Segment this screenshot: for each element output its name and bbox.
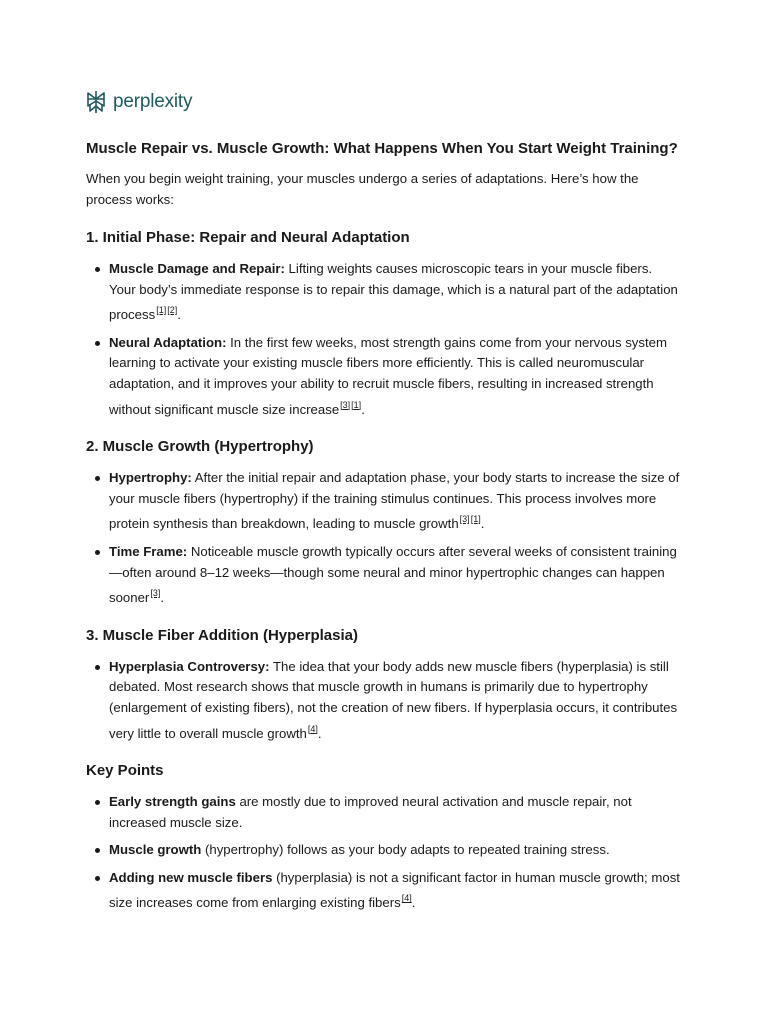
item-text: Noticeable muscle growth typically occurs after several weeks of consistent training—often around 8–12 weeks—though some neural and minor hypertrophic changes can happen sooner bbox=[109, 543, 677, 606]
bullet-list bbox=[86, 468, 682, 609]
list-item bbox=[86, 542, 682, 609]
item-bold-lead: Hypertrophy: bbox=[109, 470, 192, 486]
citation-link[interactable]: [1] bbox=[351, 399, 362, 410]
list-item bbox=[86, 468, 682, 535]
citation-link[interactable]: [3] bbox=[150, 588, 161, 599]
item-end: . bbox=[177, 307, 181, 323]
item-bold-lead: Muscle Damage and Repair: bbox=[109, 261, 285, 276]
perplexity-logo-text: perplexity bbox=[113, 91, 193, 112]
list-item bbox=[86, 868, 682, 914]
item-bold-lead: Muscle growth bbox=[109, 842, 202, 858]
item-end: . bbox=[160, 590, 165, 606]
item-end: . bbox=[480, 516, 485, 532]
answer-content bbox=[86, 138, 682, 930]
item-end: . bbox=[411, 895, 416, 911]
item-text: After the initial repair and adaptation phase, your body starts to increase the size of your muscle fibers (hypertrophy) if the training stimulus continues. This process involves more protein synthesis than breakdown, leading to muscle growth bbox=[109, 470, 680, 532]
item-bold-lead: Early strength gains bbox=[109, 794, 236, 810]
list-item bbox=[86, 657, 682, 744]
citation-link[interactable]: [1] bbox=[156, 305, 167, 316]
item-text: are mostly due to improved neural activation and muscle repair, not increased muscle size. bbox=[109, 794, 632, 830]
section-heading: 3. Muscle Fiber Addition (Hyperplasia) bbox=[86, 626, 358, 644]
citation-link[interactable]: [2] bbox=[167, 305, 178, 316]
list-item bbox=[86, 259, 682, 326]
section-heading: Key Points bbox=[86, 762, 164, 780]
item-text: Lifting weights causes microscopic tears in your muscle fibers. Your body’s immediate response is to repair this damage, which is a natural part of the adaptation process bbox=[109, 261, 678, 323]
section-heading: 1. Initial Phase: Repair and Neural Adaptation bbox=[86, 229, 410, 246]
sections-container bbox=[86, 227, 682, 914]
item-text: The idea that your body adds new muscle fibers (hyperplasia) is still debated. Most research shows that muscle growth in humans is primarily due to hypertrophy (enlargement of existing fibers), not the creation of new fibers. If hyperplasia occurs, it contributes very little to overall muscle growth bbox=[109, 658, 678, 741]
bullet-list bbox=[86, 259, 682, 420]
section-heading: 2. Muscle Growth (Hypertrophy) bbox=[86, 438, 314, 456]
item-bold-lead: Hyperplasia Controversy: bbox=[109, 658, 270, 674]
item-text: In the first few weeks, most strength gains come from your nervous system learning to activate your existing muscle fibers more efficiently. This is called neuromuscular adaptation, and it improves your ability to recruit muscle fibers, resulting in increased strength without significant muscle size increase bbox=[109, 334, 667, 417]
item-bold-lead: Neural Adaptation: bbox=[109, 334, 227, 350]
perplexity-logo bbox=[85, 90, 192, 114]
page-title: Muscle Repair vs. Muscle Growth: What Happens When You Start Weight Training? bbox=[86, 140, 678, 157]
item-bold-lead: Time Frame: bbox=[109, 543, 188, 559]
citation-link[interactable]: [4] bbox=[401, 893, 412, 904]
list-item bbox=[86, 333, 682, 420]
bullet-list bbox=[86, 792, 682, 914]
item-end: . bbox=[361, 401, 365, 417]
bullet-list bbox=[86, 657, 682, 744]
item-text: (hyperplasia) is not a significant factor in human muscle growth; most size increases come from enlarging existing fibers bbox=[109, 869, 680, 911]
citation-link[interactable]: [3] bbox=[459, 514, 470, 525]
citation-link[interactable]: [3] bbox=[340, 399, 351, 410]
intro-paragraph: When you begin weight training, your muscles undergo a series of adaptations. Here’s how the process works: bbox=[86, 171, 639, 207]
list-item bbox=[86, 840, 682, 861]
item-text: (hypertrophy) follows as your body adapts to repeated training stress. bbox=[201, 842, 610, 858]
citation-link[interactable]: [1] bbox=[470, 514, 481, 525]
item-bold-lead: Adding new muscle fibers bbox=[109, 869, 273, 885]
item-end: . bbox=[317, 725, 322, 741]
list-item bbox=[86, 792, 682, 833]
perplexity-logo-icon bbox=[85, 90, 107, 114]
citation-link[interactable]: [4] bbox=[307, 723, 318, 734]
